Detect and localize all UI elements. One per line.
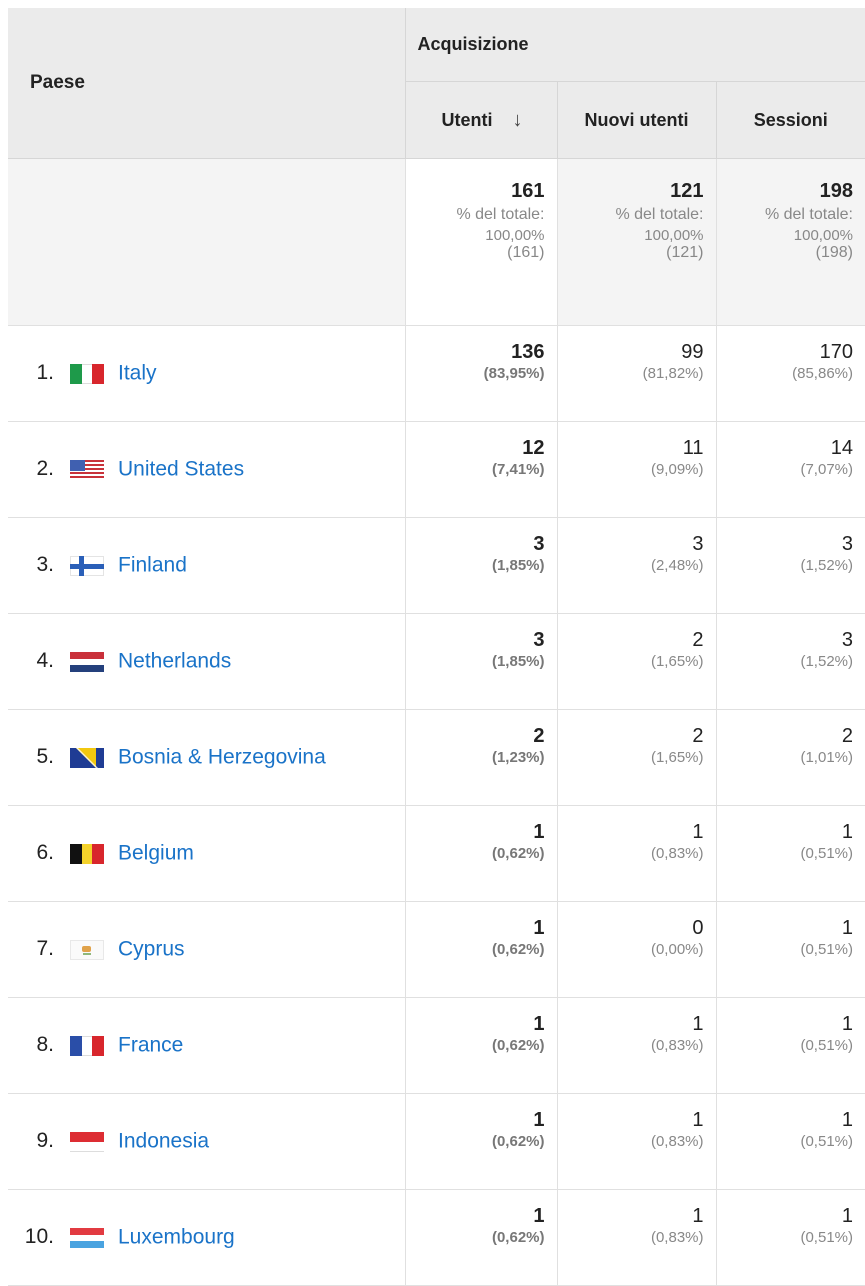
- country-cell: [8, 1190, 405, 1286]
- utenti-value: 1: [533, 1205, 545, 1227]
- country-report-table: [8, 8, 865, 1286]
- totals-utenti-pct: 100,00%: [485, 227, 545, 244]
- country-cell: [8, 518, 405, 614]
- nuovi-utenti-pct: (9,09%): [650, 461, 704, 478]
- sessioni-cell: [716, 806, 865, 902]
- nuovi-utenti-value: 1: [692, 1109, 704, 1131]
- totals-utenti-value: 161: [511, 180, 545, 202]
- nuovi-utenti-pct: (0,00%): [650, 941, 704, 958]
- utenti-value: 3: [533, 629, 545, 651]
- utenti-cell: [405, 422, 557, 518]
- nuovi-utenti-cell: [557, 1190, 716, 1286]
- utenti-value: 1: [533, 917, 545, 939]
- nuovi-utenti-cell: [557, 902, 716, 998]
- utenti-pct: (0,62%): [491, 845, 545, 862]
- flag-belgium-icon: [70, 844, 104, 864]
- totals-sessioni-value: 198: [819, 180, 853, 202]
- table-row: [8, 902, 865, 998]
- utenti-value: 12: [522, 437, 545, 459]
- country-link[interactable]: Italy: [118, 361, 157, 385]
- totals-utenti-label: % del totale:: [456, 206, 545, 223]
- country-link[interactable]: Belgium: [118, 841, 194, 865]
- totals-row: [8, 159, 865, 326]
- table-row: [8, 710, 865, 806]
- sessioni-cell: [716, 422, 865, 518]
- nuovi-utenti-value: 1: [692, 821, 704, 843]
- flag-cyprus-icon: [70, 940, 104, 960]
- nuovi-utenti-value: 1: [692, 1013, 704, 1035]
- nuovi-utenti-cell: [557, 614, 716, 710]
- flag-united-states-icon: [70, 460, 104, 480]
- nuovi-utenti-pct: (0,83%): [650, 1229, 704, 1246]
- country-link[interactable]: Cyprus: [118, 937, 185, 961]
- flag-finland-icon: [70, 556, 104, 576]
- utenti-pct: (0,62%): [491, 1133, 545, 1150]
- column-header-utenti-label: Utenti: [441, 109, 493, 130]
- utenti-value: 1: [533, 1109, 545, 1131]
- table-row: [8, 1190, 865, 1286]
- table-row: [8, 1094, 865, 1190]
- row-rank: 5.: [36, 745, 54, 769]
- nuovi-utenti-cell: [557, 998, 716, 1094]
- row-rank: 1.: [36, 361, 54, 385]
- row-rank: 7.: [36, 937, 54, 961]
- nuovi-utenti-pct: (81,82%): [642, 365, 704, 382]
- country-cell: [8, 710, 405, 806]
- nuovi-utenti-value: 2: [692, 629, 704, 651]
- utenti-cell: [405, 902, 557, 998]
- utenti-pct: (83,95%): [483, 365, 545, 382]
- column-group-acquisizione: [405, 8, 865, 82]
- nuovi-utenti-cell: [557, 422, 716, 518]
- column-header-utenti[interactable]: [405, 82, 557, 159]
- country-link[interactable]: Luxembourg: [118, 1225, 235, 1249]
- sessioni-value: 2: [841, 725, 853, 747]
- nuovi-utenti-pct: (1,65%): [650, 749, 704, 766]
- sessioni-pct: (0,51%): [800, 1037, 853, 1054]
- column-header-nuovi-utenti[interactable]: [557, 82, 716, 159]
- row-rank: 4.: [36, 649, 54, 673]
- nuovi-utenti-value: 1: [692, 1205, 704, 1227]
- utenti-pct: (1,85%): [491, 653, 545, 670]
- sessioni-cell: [716, 998, 865, 1094]
- sessioni-value: 1: [841, 917, 853, 939]
- nuovi-utenti-value: 11: [682, 437, 704, 459]
- table-row: [8, 998, 865, 1094]
- column-header-sessioni-label: Sessioni: [753, 109, 828, 130]
- column-group-label: Acquisizione: [417, 34, 529, 54]
- table-row: [8, 422, 865, 518]
- flag-italy-icon: [70, 364, 104, 384]
- totals-utenti-abs: (161): [507, 244, 545, 261]
- sessioni-value: 1: [841, 1013, 853, 1035]
- utenti-pct: (0,62%): [491, 941, 545, 958]
- column-header-paese[interactable]: [8, 8, 405, 159]
- table-row: [8, 518, 865, 614]
- utenti-value: 3: [533, 533, 545, 555]
- nuovi-utenti-cell: [557, 326, 716, 422]
- row-rank: 9.: [36, 1129, 54, 1153]
- country-cell: [8, 998, 405, 1094]
- utenti-value: 2: [533, 725, 545, 747]
- utenti-cell: [405, 998, 557, 1094]
- totals-label-cell: [8, 159, 405, 326]
- column-header-nuovi-label: Nuovi utenti: [584, 109, 689, 130]
- sessioni-cell: [716, 518, 865, 614]
- country-cell: [8, 422, 405, 518]
- nuovi-utenti-pct: (0,83%): [650, 845, 704, 862]
- utenti-pct: (7,41%): [491, 461, 545, 478]
- country-cell: [8, 902, 405, 998]
- sessioni-cell: [716, 614, 865, 710]
- sessioni-value: 1: [841, 1205, 853, 1227]
- sessioni-pct: (1,01%): [800, 749, 853, 766]
- country-cell: [8, 1094, 405, 1190]
- sessioni-pct: (0,51%): [800, 1229, 853, 1246]
- totals-sessioni-abs: (198): [815, 244, 853, 261]
- sort-descending-icon[interactable]: ↓: [512, 108, 523, 131]
- flag-france-icon: [70, 1036, 104, 1056]
- country-link[interactable]: Netherlands: [118, 649, 232, 673]
- utenti-pct: (1,85%): [491, 557, 545, 574]
- nuovi-utenti-pct: (0,83%): [650, 1037, 704, 1054]
- flag-netherlands-icon: [70, 652, 104, 672]
- country-link[interactable]: Finland: [118, 553, 187, 577]
- country-link[interactable]: Indonesia: [118, 1129, 210, 1153]
- column-header-sessioni[interactable]: [716, 82, 865, 159]
- sessioni-pct: (7,07%): [800, 461, 853, 478]
- row-rank: 2.: [36, 457, 54, 481]
- nuovi-utenti-value: 99: [681, 341, 704, 363]
- totals-sessioni-pct: 100,00%: [793, 227, 853, 244]
- sessioni-pct: (0,51%): [800, 1133, 853, 1150]
- sessioni-value: 1: [841, 1109, 853, 1131]
- flag-luxembourg-icon: [70, 1228, 104, 1248]
- utenti-cell: [405, 326, 557, 422]
- country-link[interactable]: Bosnia & Herzegovina: [118, 745, 326, 769]
- utenti-value: 136: [511, 341, 545, 363]
- sessioni-value: 170: [819, 341, 853, 363]
- utenti-pct: (0,62%): [491, 1037, 545, 1054]
- sessioni-pct: (0,51%): [800, 845, 853, 862]
- sessioni-pct: (85,86%): [792, 365, 853, 382]
- utenti-cell: [405, 1190, 557, 1286]
- nuovi-utenti-value: 2: [692, 725, 704, 747]
- flag-indonesia-icon: [70, 1132, 104, 1152]
- sessioni-cell: [716, 1094, 865, 1190]
- nuovi-utenti-value: 3: [692, 533, 704, 555]
- utenti-cell: [405, 518, 557, 614]
- totals-nuovi: [557, 159, 716, 326]
- sessioni-value: 1: [841, 821, 853, 843]
- table-row: [8, 326, 865, 422]
- nuovi-utenti-pct: (0,83%): [650, 1133, 704, 1150]
- column-header-paese-label: Paese: [30, 72, 85, 93]
- utenti-pct: (0,62%): [491, 1229, 545, 1246]
- totals-nuovi-pct: 100,00%: [644, 227, 704, 244]
- row-rank: 10.: [24, 1225, 54, 1249]
- country-link[interactable]: United States: [118, 457, 245, 481]
- sessioni-cell: [716, 1190, 865, 1286]
- utenti-cell: [405, 806, 557, 902]
- totals-sessioni-label: % del totale:: [764, 206, 853, 223]
- nuovi-utenti-value: 0: [692, 917, 704, 939]
- country-link[interactable]: France: [118, 1033, 184, 1057]
- totals-nuovi-abs: (121): [666, 244, 704, 261]
- country-cell: [8, 806, 405, 902]
- totals-sessioni: [716, 159, 865, 326]
- sessioni-pct: (1,52%): [800, 653, 853, 670]
- totals-nuovi-label: % del totale:: [615, 206, 704, 223]
- utenti-pct: (1,23%): [491, 749, 545, 766]
- nuovi-utenti-cell: [557, 1094, 716, 1190]
- row-rank: 8.: [36, 1033, 54, 1057]
- sessioni-cell: [716, 326, 865, 422]
- totals-nuovi-value: 121: [670, 180, 704, 202]
- nuovi-utenti-cell: [557, 806, 716, 902]
- table-row: [8, 614, 865, 710]
- utenti-value: 1: [533, 1013, 545, 1035]
- nuovi-utenti-cell: [557, 710, 716, 806]
- sessioni-cell: [716, 902, 865, 998]
- table-row: [8, 806, 865, 902]
- nuovi-utenti-cell: [557, 518, 716, 614]
- sessioni-value: 3: [841, 629, 853, 651]
- sessioni-value: 14: [830, 437, 853, 459]
- country-cell: [8, 326, 405, 422]
- row-rank: 6.: [36, 841, 54, 865]
- nuovi-utenti-pct: (2,48%): [650, 557, 704, 574]
- sessioni-pct: (0,51%): [800, 941, 853, 958]
- utenti-cell: [405, 1094, 557, 1190]
- nuovi-utenti-pct: (1,65%): [650, 653, 704, 670]
- totals-utenti: [405, 159, 557, 326]
- country-cell: [8, 614, 405, 710]
- utenti-value: 1: [533, 821, 545, 843]
- sessioni-value: 3: [841, 533, 853, 555]
- row-rank: 3.: [36, 553, 54, 577]
- utenti-cell: [405, 614, 557, 710]
- flag-bosnia-icon: [70, 748, 104, 768]
- utenti-cell: [405, 710, 557, 806]
- sessioni-cell: [716, 710, 865, 806]
- sessioni-pct: (1,52%): [800, 557, 853, 574]
